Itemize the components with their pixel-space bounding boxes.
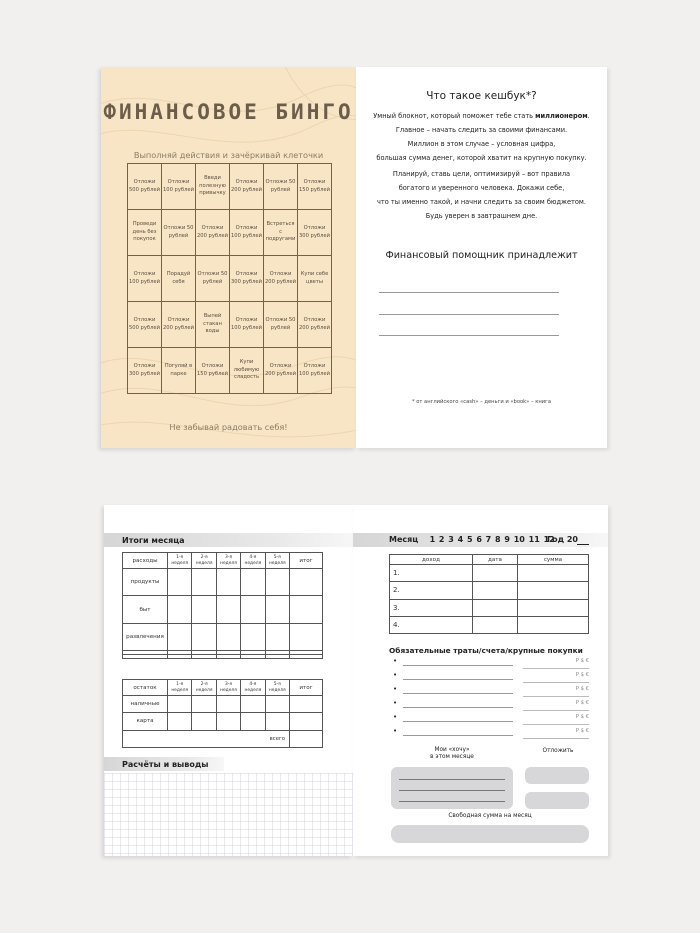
currency-field[interactable]: Р $ € — [523, 672, 589, 683]
bingo-cell: Отложи 200 рублей — [264, 348, 298, 394]
postpone-box[interactable] — [525, 767, 589, 784]
free-sum-box[interactable] — [391, 825, 589, 843]
bingo-cell: Отложи 300 рублей — [298, 210, 332, 256]
table-header-row — [123, 553, 323, 569]
bingo-cell: Отложи 50 рублей — [196, 256, 230, 302]
currency-field[interactable]: Р $ € — [523, 658, 589, 669]
table-cell[interactable] — [265, 696, 289, 713]
summary-page — [104, 505, 353, 856]
table-cell[interactable] — [265, 655, 289, 659]
table-cell[interactable] — [265, 713, 289, 730]
entry-line[interactable] — [403, 693, 513, 694]
bingo-cell: Погуляй в парке — [162, 348, 196, 394]
table-header-cell: дата — [473, 555, 518, 565]
text-line: Мои «хочу» — [434, 747, 470, 753]
table-header-row — [123, 680, 323, 696]
currency-field[interactable]: Р $ € — [523, 728, 589, 739]
row-number: 2. — [390, 582, 473, 599]
table-row — [123, 696, 323, 713]
table-header-cell: 5-я неделя — [265, 553, 289, 569]
cashbook-footnote: * от английского «cash» – деньги и «book» – книга — [411, 399, 552, 405]
bingo-cell: Отложи 100 рублей — [298, 348, 332, 394]
bingo-cell: Отложи 50 рублей — [264, 302, 298, 348]
table-cell[interactable] — [518, 599, 589, 616]
entry-line[interactable] — [403, 721, 513, 722]
table-header-cell: 2-я неделя — [192, 553, 216, 569]
bingo-cell: Отложи 150 рублей — [196, 348, 230, 394]
owner-line[interactable] — [379, 292, 559, 293]
entry-line[interactable] — [399, 801, 505, 802]
calc-title: Расчёты и выводы — [122, 760, 209, 769]
text-line: Будь уверен в завтрашнем дне. — [425, 212, 538, 220]
total-label: всего — [123, 730, 290, 747]
month-label: Месяц — [389, 535, 419, 544]
bingo-cell: Отложи 500 рублей — [128, 164, 162, 210]
table-header-cell: 3-я неделя — [216, 553, 240, 569]
table-header-cell: расходы — [123, 553, 168, 569]
table-cell[interactable] — [473, 582, 518, 599]
table-cell[interactable] — [518, 616, 589, 633]
owner-line[interactable] — [379, 314, 559, 315]
table-row — [390, 582, 589, 599]
text-span: Умный блокнот, который поможет тебе стать — [373, 112, 536, 120]
postpone-box[interactable] — [525, 792, 589, 809]
text-line: Главное – начать следить за своими финансами. — [395, 126, 568, 134]
table-cell[interactable] — [216, 713, 240, 730]
bingo-grid — [127, 163, 332, 394]
bingo-cell: Порадуй себя — [162, 256, 196, 302]
table-row — [123, 596, 323, 623]
table-cell[interactable] — [216, 696, 240, 713]
bingo-subtitle: Выполняй действия и зачёркивай клеточки — [133, 150, 324, 160]
bingo-cell: Отложи 50 рублей — [162, 210, 196, 256]
month-selector — [389, 535, 555, 544]
bingo-cell: Отложи 200 рублей — [162, 302, 196, 348]
currency-field[interactable]: Р $ € — [523, 714, 589, 725]
bingo-cell: Проведи день без покупок — [128, 210, 162, 256]
table-cell[interactable] — [290, 596, 323, 623]
entry-line[interactable] — [403, 679, 513, 680]
bingo-cell: Отложи 100 рублей — [230, 302, 264, 348]
table-cell[interactable] — [192, 623, 216, 650]
obligatory-row[interactable] — [393, 671, 593, 683]
table-header-cell: 1-я неделя — [168, 680, 192, 696]
table-cell[interactable] — [192, 696, 216, 713]
bingo-row — [128, 210, 332, 256]
table-cell[interactable] — [168, 596, 192, 623]
month-options[interactable]: 1 2 3 4 5 6 7 8 9 10 11 12 — [429, 535, 555, 544]
table-header-cell: 2-я неделя — [192, 680, 216, 696]
row-number: 4. — [390, 616, 473, 633]
obligatory-title: Обязательные траты/счета/крупные покупки — [389, 646, 583, 655]
table-header-cell: 3-я неделя — [216, 680, 240, 696]
bingo-cell: Отложи 200 рублей — [264, 256, 298, 302]
cashbook-paragraph-1 — [356, 109, 607, 165]
table-row — [123, 655, 323, 659]
table-row — [123, 730, 323, 747]
table-cell[interactable] — [473, 565, 518, 582]
table-cell[interactable] — [192, 655, 216, 659]
row-number: 1. — [390, 565, 473, 582]
table-cell[interactable] — [290, 623, 323, 650]
bingo-row — [128, 302, 332, 348]
table-header-cell: итог — [290, 553, 323, 569]
entry-line[interactable] — [399, 790, 505, 791]
table-row — [123, 713, 323, 730]
income-table — [389, 554, 589, 634]
table-row — [390, 599, 589, 616]
table-cell[interactable] — [473, 599, 518, 616]
table-row — [123, 569, 323, 596]
table-cell[interactable] — [168, 623, 192, 650]
notes-grid[interactable] — [104, 773, 353, 856]
bingo-cell: Отложи 300 рублей — [230, 256, 264, 302]
cashbook-paragraph-2 — [356, 167, 607, 223]
table-row — [123, 623, 323, 650]
table-cell[interactable] — [265, 569, 289, 596]
bingo-footer: Не забывай радовать себя! — [169, 422, 288, 432]
table-cell[interactable] — [241, 596, 265, 623]
text-line: в этом месяце — [430, 754, 474, 760]
bingo-cell: Выпей стакан воды — [196, 302, 230, 348]
postpone-label: Отложить — [542, 748, 574, 754]
bullet-icon: • — [393, 671, 398, 679]
balance-table — [122, 679, 323, 748]
table-cell[interactable] — [290, 713, 323, 730]
owner-heading: Финансовый помощник принадлежит — [385, 250, 578, 261]
currency-field[interactable]: Р $ € — [523, 686, 589, 697]
text-line: большая сумма денег, которой хватит на крупную покупку. — [376, 154, 587, 162]
table-header-cell: 5-я неделя — [265, 680, 289, 696]
bingo-cell: Отложи 200 рублей — [230, 164, 264, 210]
text-line: что ты именно такой, и начни следить за своим бюджетом. — [376, 198, 586, 206]
bingo-cell: Встреться с подругами — [264, 210, 298, 256]
summary-title: Итоги месяца — [122, 536, 185, 545]
table-cell[interactable] — [168, 569, 192, 596]
obligatory-row[interactable] — [393, 713, 593, 725]
bingo-page — [101, 67, 356, 448]
bingo-cell: Отложи 200 рублей — [298, 302, 332, 348]
cashbook-page — [356, 67, 607, 448]
bingo-row — [128, 348, 332, 394]
table-cell[interactable] — [216, 596, 240, 623]
table-cell[interactable] — [216, 569, 240, 596]
row-label[interactable] — [123, 655, 168, 659]
entry-line[interactable] — [403, 665, 513, 666]
year-label: Год 20 — [547, 535, 578, 544]
table-cell[interactable] — [518, 582, 589, 599]
bullet-icon: • — [393, 727, 398, 735]
text-line — [356, 109, 607, 123]
row-label: быт — [123, 596, 168, 623]
wants-label — [412, 747, 492, 761]
bullet-icon: • — [393, 699, 398, 707]
obligatory-row[interactable] — [393, 727, 593, 739]
table-cell[interactable] — [192, 596, 216, 623]
obligatory-row[interactable] — [393, 657, 593, 669]
bullet-icon: • — [393, 713, 398, 721]
currency-field[interactable]: Р $ € — [523, 700, 589, 711]
table-header-cell: доход — [390, 555, 473, 565]
bold-text: миллионером — [535, 112, 588, 120]
obligatory-row[interactable] — [393, 685, 593, 697]
entry-line[interactable] — [403, 735, 513, 736]
bingo-cell: Отложи 100 рублей — [128, 256, 162, 302]
bingo-cell: Отложи 100 рублей — [162, 164, 196, 210]
table-header-cell: сумма — [518, 555, 589, 565]
table-cell[interactable] — [290, 655, 323, 659]
table-cell[interactable] — [473, 616, 518, 633]
entry-line[interactable] — [399, 779, 505, 780]
text-line: богатого и уверенного человека. Докажи себе, — [398, 184, 565, 192]
row-label: продукты — [123, 569, 168, 596]
table-row — [390, 565, 589, 582]
table-header-cell: 4-я неделя — [241, 553, 265, 569]
bullet-icon: • — [393, 685, 398, 693]
table-header-row — [390, 555, 589, 565]
bingo-cell: Введи полезную привычку — [196, 164, 230, 210]
table-cell[interactable] — [241, 655, 265, 659]
free-sum-label: Свободная сумма на месяц — [448, 813, 532, 819]
bingo-row — [128, 256, 332, 302]
table-header-cell: итог — [290, 680, 323, 696]
bingo-cell: Отложи 500 рублей — [128, 302, 162, 348]
text-line: Миллион в этом случае – условная цифра, — [407, 140, 556, 148]
bingo-cell: Отложи 200 рублей — [196, 210, 230, 256]
bingo-cell: Отложи 50 рублей — [264, 164, 298, 210]
table-cell[interactable] — [192, 713, 216, 730]
table-cell[interactable] — [265, 596, 289, 623]
bingo-cell: Отложи 100 рублей — [230, 210, 264, 256]
table-cell[interactable] — [265, 623, 289, 650]
table-cell[interactable] — [290, 730, 323, 747]
table-cell[interactable] — [241, 696, 265, 713]
table-cell[interactable] — [168, 713, 192, 730]
table-cell[interactable] — [216, 623, 240, 650]
bingo-cell: Купи себе цветы — [298, 256, 332, 302]
row-label: наличные — [123, 696, 168, 713]
bingo-cell: Отложи 150 рублей — [298, 164, 332, 210]
row-number: 3. — [390, 599, 473, 616]
table-row — [390, 616, 589, 633]
table-cell[interactable] — [290, 696, 323, 713]
bullet-icon: • — [393, 657, 398, 665]
table-cell[interactable] — [168, 655, 192, 659]
table-cell[interactable] — [241, 623, 265, 650]
owner-line[interactable] — [379, 335, 559, 336]
obligatory-row[interactable] — [393, 699, 593, 711]
table-header-cell: 4-я неделя — [241, 680, 265, 696]
bingo-row — [128, 164, 332, 210]
bingo-cell: Отложи 300 рублей — [128, 348, 162, 394]
row-label: развлечения — [123, 623, 168, 650]
expenses-table — [122, 552, 323, 659]
row-label: карта — [123, 713, 168, 730]
bingo-cell: Купи любимую сладость — [230, 348, 264, 394]
table-cell[interactable] — [518, 565, 589, 582]
text-line: Планируй, ставь цели, оптимизируй – вот правила — [392, 170, 571, 178]
bingo-title: ФИНАНСОВОЕ БИНГО — [103, 100, 354, 124]
table-cell[interactable] — [241, 713, 265, 730]
budget-page — [353, 505, 608, 856]
table-header-cell: 1-я неделя — [168, 553, 192, 569]
entry-line[interactable] — [403, 707, 513, 708]
table-cell[interactable] — [168, 696, 192, 713]
table-header-cell: остаток — [123, 680, 168, 696]
table-cell[interactable] — [241, 569, 265, 596]
year-field[interactable] — [577, 544, 589, 545]
cashbook-title: Что такое кешбук*? — [426, 90, 537, 102]
table-cell[interactable] — [290, 569, 323, 596]
table-cell[interactable] — [192, 569, 216, 596]
table-cell[interactable] — [216, 655, 240, 659]
text-span: . — [587, 112, 590, 120]
wants-box[interactable] — [391, 767, 513, 809]
